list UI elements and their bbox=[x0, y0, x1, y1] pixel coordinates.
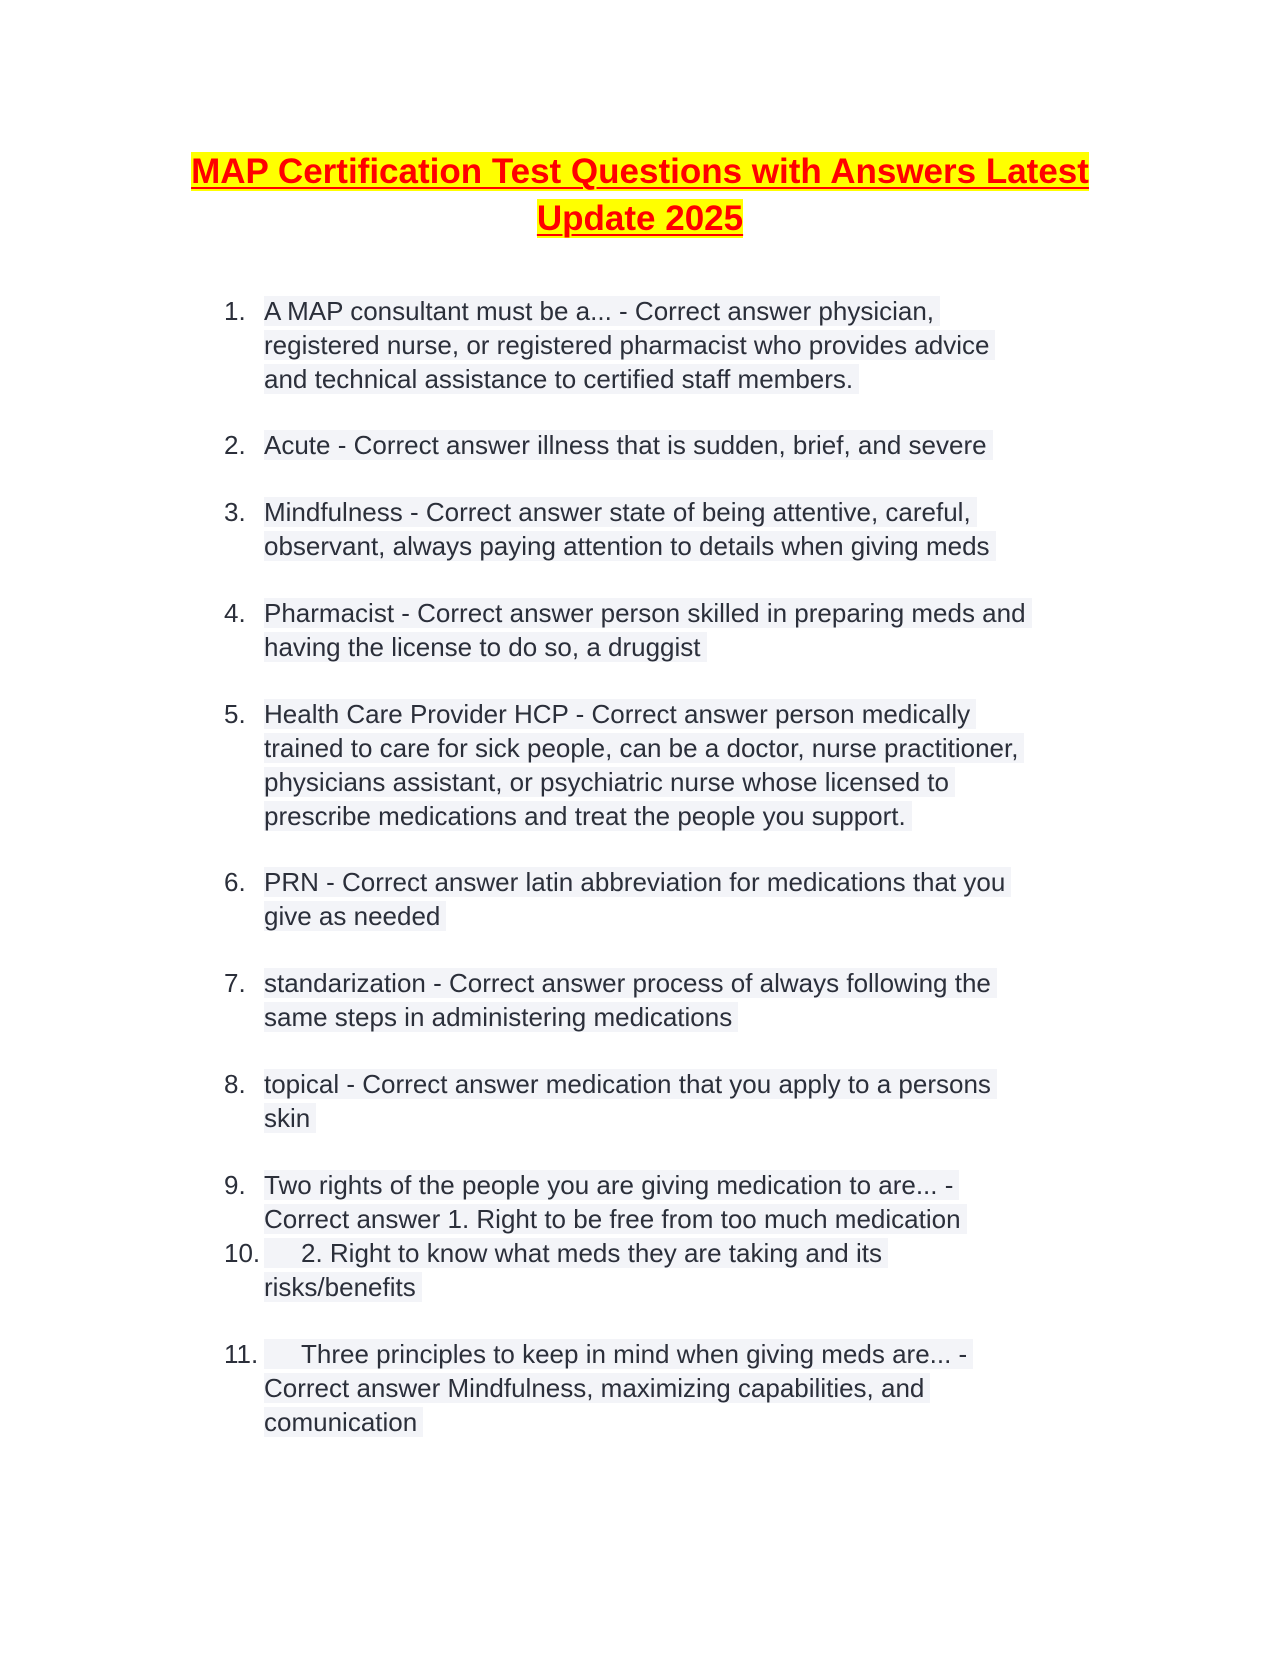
list-item-number: 2. bbox=[224, 430, 246, 460]
list-item-text bbox=[264, 428, 1144, 462]
list-item-line: prescribe medications and treat the people you support. bbox=[264, 801, 912, 831]
list-item-text bbox=[264, 596, 1144, 664]
list-item-text bbox=[264, 495, 1144, 563]
list-item-number: 9. bbox=[224, 1170, 246, 1200]
list-item-line: Pharmacist - Correct answer person skilled in preparing meds and bbox=[264, 598, 1032, 628]
list-item-line: registered nurse, or registered pharmacist who provides advice bbox=[264, 330, 995, 360]
list-item-line: Acute - Correct answer illness that is sudden, brief, and severe bbox=[264, 430, 993, 460]
list-item-number: 8. bbox=[224, 1069, 246, 1099]
list-item-line: physicians assistant, or psychiatric nurse whose licensed to bbox=[264, 767, 955, 797]
list-item-line: Correct answer Mindfulness, maximizing capabilities, and bbox=[264, 1373, 930, 1403]
list-item-text bbox=[264, 1236, 1144, 1304]
list-item-line: and technical assistance to certified staff members. bbox=[264, 364, 859, 394]
list-item-text bbox=[264, 1067, 1144, 1135]
list-item-line: PRN - Correct answer latin abbreviation for medications that you bbox=[264, 867, 1011, 897]
list-item-number: 3. bbox=[224, 497, 246, 527]
list-item-line: having the license to do so, a druggist bbox=[264, 632, 707, 662]
list-item-line: Correct answer 1. Right to be free from too much medication bbox=[264, 1204, 967, 1234]
list-item-text bbox=[264, 1337, 1144, 1439]
list-item-line: risks/benefits bbox=[264, 1272, 422, 1302]
list-item-line: give as needed bbox=[264, 901, 446, 931]
list-item-text bbox=[264, 865, 1144, 933]
list-item-text bbox=[264, 697, 1144, 833]
list-item-number: 11. bbox=[224, 1339, 259, 1369]
list-item-line: same steps in administering medications bbox=[264, 1002, 738, 1032]
list-item-text bbox=[264, 966, 1144, 1034]
list-item-line: skin bbox=[264, 1103, 316, 1133]
list-item-line: topical - Correct answer medication that you apply to a persons bbox=[264, 1069, 997, 1099]
list-item-number: 1. bbox=[224, 296, 246, 326]
title-line-2: Update 2025 bbox=[536, 199, 744, 238]
list-item-line: comunication bbox=[264, 1407, 423, 1437]
list-item-number: 7. bbox=[224, 968, 246, 998]
list-item-number: 6. bbox=[224, 867, 246, 897]
list-item-line: A MAP consultant must be a... - Correct answer physician, bbox=[264, 296, 940, 326]
list-item-number: 5. bbox=[224, 699, 246, 729]
list-item-number: 10. bbox=[224, 1238, 261, 1268]
list-item-line: Two rights of the people you are giving medication to are... - bbox=[264, 1170, 959, 1200]
list-item-number: 4. bbox=[224, 598, 246, 628]
title-line-1: MAP Certification Test Questions with Answers Latest bbox=[191, 152, 1089, 191]
list-item-line: Health Care Provider HCP - Correct answer person medically bbox=[264, 699, 976, 729]
list-item-line: Three principles to keep in mind when giving meds are... - bbox=[264, 1339, 973, 1369]
list-item-text bbox=[264, 294, 1144, 396]
list-item-line: observant, always paying attention to details when giving meds bbox=[264, 531, 996, 561]
list-item-line: standarization - Correct answer process of always following the bbox=[264, 968, 997, 998]
list-item-line: trained to care for sick people, can be a doctor, nurse practitioner, bbox=[264, 733, 1024, 763]
list-item-line: Mindfulness - Correct answer state of being attentive, careful, bbox=[264, 497, 977, 527]
list-item-text bbox=[264, 1168, 1144, 1236]
page-title bbox=[140, 148, 1140, 242]
list-item-line: 2. Right to know what meds they are taking and its bbox=[264, 1238, 888, 1268]
